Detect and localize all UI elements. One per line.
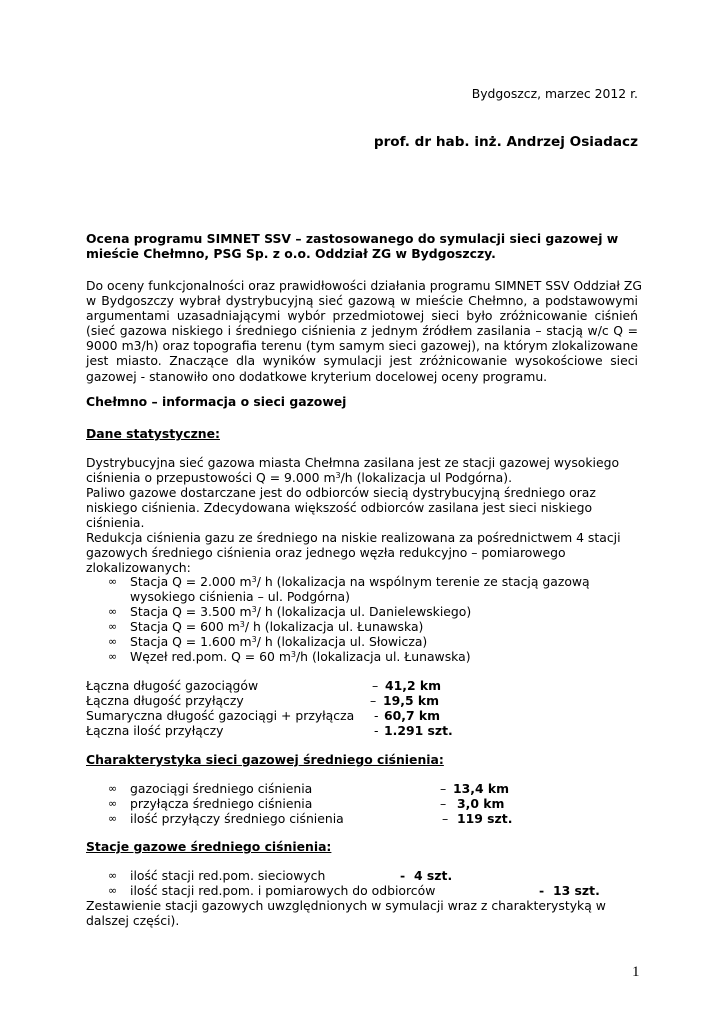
stats-line: gazowych średniego ciśnienia oraz jednego węzła redukcyjno – pomiarowego: [86, 545, 566, 560]
superscript: 3: [251, 605, 257, 614]
intro-line: Do oceny funkcjonalności oraz prawidłowości działania programu SIMNET SSV Oddział ZG: [86, 278, 642, 293]
totals-label: Łączna ilość przyłączy: [86, 723, 224, 738]
list-item-dash: -: [539, 883, 545, 898]
totals-dash: -: [374, 708, 379, 723]
infinity-bullet-icon: ∞: [108, 812, 118, 825]
superscript: 3: [239, 620, 245, 629]
station-text: Stacja Q = 600 m: [130, 619, 240, 634]
intro-line: 9000 m3/h) oraz topografia terenu (tym samym sieci gazowej), na którym zlokalizowane: [86, 338, 638, 354]
list-item-dash: –: [440, 781, 447, 796]
list-item: [130, 634, 427, 649]
superscript: 3: [290, 650, 296, 659]
totals-dash: –: [370, 693, 377, 708]
totals-label: Sumaryczna długość gazociągi + przyłącza: [86, 708, 355, 723]
list-item: [130, 619, 423, 634]
totals-value: 41,2 km: [385, 678, 442, 693]
list-item-value: 13,4 km: [453, 781, 510, 796]
infinity-bullet-icon: ∞: [108, 782, 118, 795]
list-item: [130, 649, 471, 664]
stats-line: [86, 470, 512, 485]
infinity-bullet-icon: ∞: [108, 884, 118, 897]
totals-value: 1.291 szt.: [384, 723, 453, 738]
station-location: / h (lokalizacja na wspólnym terenie ze stacją gazową: [256, 574, 590, 589]
totals-value: 19,5 km: [383, 693, 440, 708]
list-item-label: ilość przyłączy średniego ciśnienia: [130, 811, 344, 826]
document-title-line-2: mieście Chełmno, PSG Sp. z o.o. Oddział ZG w Bydgoszczy.: [86, 246, 496, 261]
closing-line: dalszej części).: [86, 913, 180, 928]
list-item: [130, 604, 471, 619]
stats-location-text: /h (lokalizacja ul Podgórna).: [340, 470, 513, 485]
superscript: 3: [335, 471, 341, 480]
stats-line: zlokalizowanych:: [86, 560, 191, 575]
infinity-bullet-icon: ∞: [108, 620, 118, 633]
station-text: Stacja Q = 1.600 m: [130, 634, 252, 649]
intro-line: (sieć gazowa niskiego i średniego ciśnienia z jednym źródłem zasilania – stacją w/c Q =: [86, 323, 638, 339]
list-item-label: ilość stacji red.pom. i pomiarowych do odbiorców: [130, 883, 436, 898]
intro-line: argumentami uzasadniającymi wybór przedmiotowej sieci było zróżnicowanie ciśnień: [86, 308, 638, 324]
closing-line: Zestawienie stacji gazowych uwzględnionych w symulacji wraz z charakterystyką w: [86, 898, 606, 913]
infinity-bullet-icon: ∞: [108, 635, 118, 648]
station-text: Stacja Q = 3.500 m: [130, 604, 252, 619]
intro-line: gazowej - stanowiło ono dodatkowe kryterium docelowej oceny programu.: [86, 368, 548, 384]
list-item-dash: -: [400, 868, 406, 883]
section-heading-info: Chełmno – informacja o sieci gazowej: [86, 394, 347, 409]
infinity-bullet-icon: ∞: [108, 869, 118, 882]
stats-line: ciśnienia.: [86, 515, 145, 530]
list-item: [130, 574, 590, 589]
station-text: Stacja Q = 2.000 m: [130, 574, 252, 589]
stats-line: Paliwo gazowe dostarczane jest do odbiorców siecią dystrybucyjną średniego oraz: [86, 485, 596, 500]
superscript: 3: [251, 575, 257, 584]
stats-line: niskiego ciśnienia. Zdecydowana większość odbiorców zasilana jest sieci niskiego: [86, 500, 593, 515]
intro-line: jest miasto. Znaczące dla wyników symulacji jest zróżnicowanie wysokościowe sieci: [86, 353, 638, 369]
station-location: / h (lokalizacja ul. Łunawska): [244, 619, 424, 634]
infinity-bullet-icon: ∞: [108, 797, 118, 810]
page-number: 1: [632, 964, 640, 980]
section-heading-stations: Stacje gazowe średniego ciśnienia:: [86, 839, 332, 854]
totals-dash: -: [374, 723, 379, 738]
list-item-value: 3,0 km: [457, 796, 505, 811]
intro-paragraph: [86, 278, 642, 384]
list-item-dash: –: [440, 796, 447, 811]
list-item-label: przyłącza średniego ciśnienia: [130, 796, 313, 811]
list-item-value: 4 szt.: [414, 868, 453, 883]
totals-label: Łączna długość przyłączy: [86, 693, 244, 708]
stats-line: Redukcja ciśnienia gazu ze średniego na niskie realizowana za pośrednictwem 4 stacji: [86, 530, 621, 545]
infinity-bullet-icon: ∞: [108, 605, 118, 618]
superscript: 3: [251, 635, 257, 644]
totals-label: Łączna długość gazociągów: [86, 678, 259, 693]
list-item-label: ilość stacji red.pom. sieciowych: [130, 868, 326, 883]
list-item-label: gazociągi średniego ciśnienia: [130, 781, 313, 796]
list-item-value: 119 szt.: [457, 811, 513, 826]
list-item-continuation: wysokiego ciśnienia – ul. Podgórna): [130, 589, 350, 604]
intro-line: w Bydgoszczy wybrał dystrybucyjną sieć gazową w mieście Chełmno, a podstawowymi: [86, 293, 638, 309]
section-heading-stats: Dane statystyczne:: [86, 426, 220, 441]
author-name: prof. dr hab. inż. Andrzej Osiadacz: [373, 134, 638, 150]
infinity-bullet-icon: ∞: [108, 650, 118, 663]
document-title-line-1: Ocena programu SIMNET SSV – zastosowanego do symulacji sieci gazowej w: [86, 231, 619, 246]
station-location: / h (lokalizacja ul. Słowicza): [256, 634, 428, 649]
station-location: /h (lokalizacja ul. Łunawska): [295, 649, 471, 664]
station-location: / h (lokalizacja ul. Danielewskiego): [256, 604, 472, 619]
totals-dash: –: [372, 678, 379, 693]
section-heading-medium-pressure: Charakterystyka sieci gazowej średniego ciśnienia:: [86, 752, 444, 767]
totals-value: 60,7 km: [384, 708, 441, 723]
stats-capacity-text: ciśnienia o przepustowości Q = 9.000 m: [86, 470, 336, 485]
list-item-dash: –: [442, 811, 449, 826]
infinity-bullet-icon: ∞: [108, 575, 118, 588]
list-item-value: 13 szt.: [553, 883, 600, 898]
stats-line: Dystrybucyjna sieć gazowa miasta Chełmna zasilana jest ze stacji gazowej wysokiego: [86, 455, 620, 470]
station-text: Węzeł red.pom. Q = 60 m: [130, 649, 291, 664]
place-date: Bydgoszcz, marzec 2012 r.: [471, 86, 638, 101]
